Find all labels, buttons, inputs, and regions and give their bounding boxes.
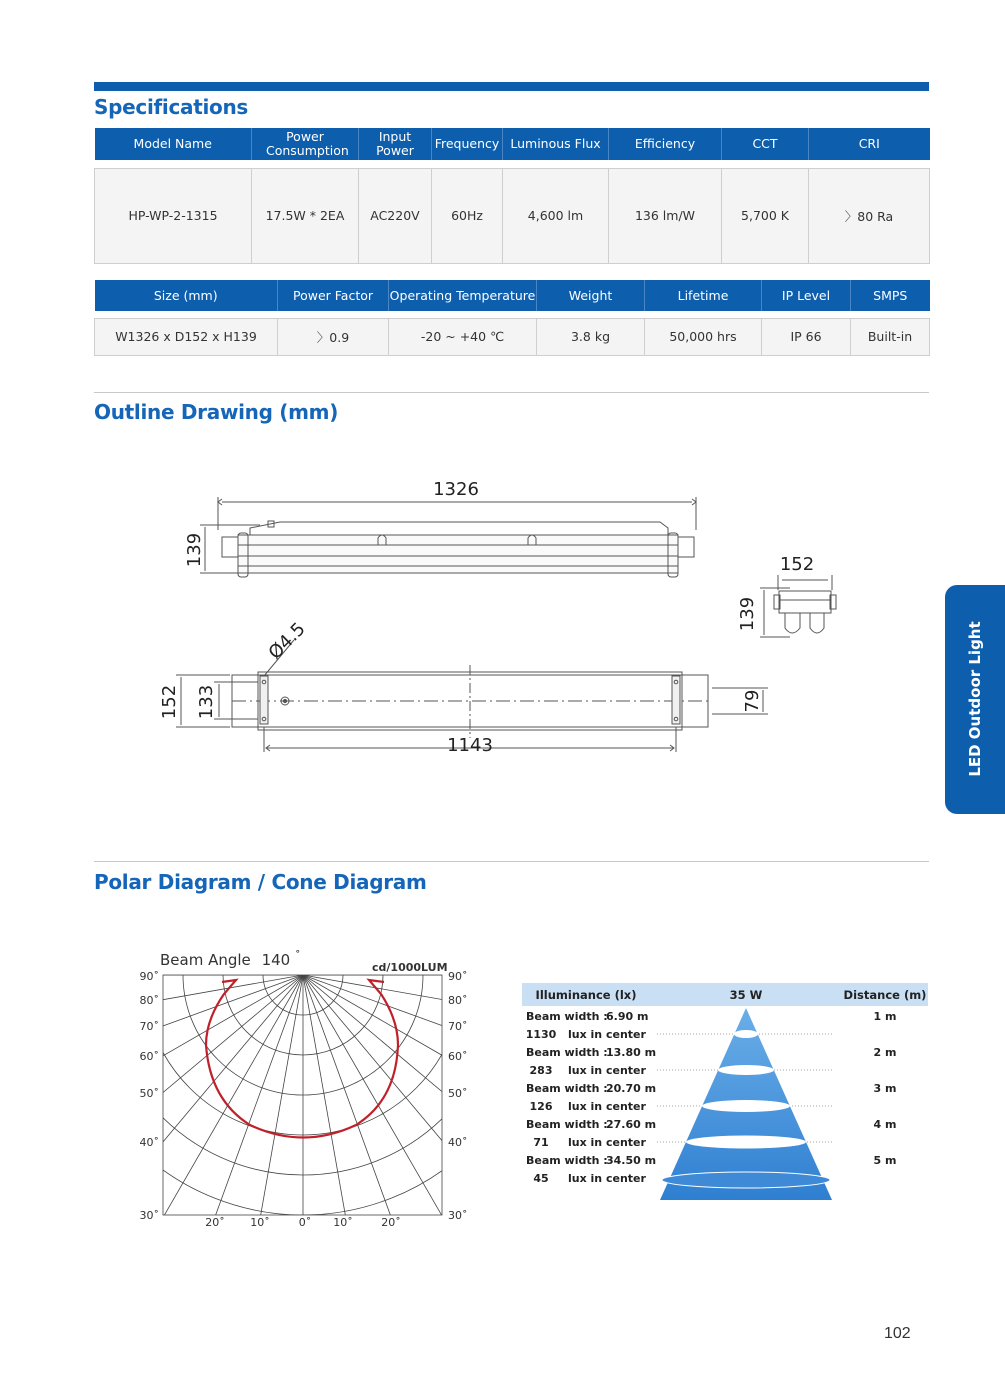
beam-width-value: 34.50 m <box>606 1154 657 1167</box>
dim-height-side: 139 <box>184 532 205 568</box>
polar-diagram <box>135 945 475 1235</box>
dim-height-end: 139 <box>737 596 758 632</box>
dim-width-inner: 133 <box>196 684 217 720</box>
cone-header-power: 35 W <box>729 988 763 1002</box>
outline-title: Outline Drawing (mm) <box>94 400 339 424</box>
polar-ray <box>303 975 440 1351</box>
beam-width-label: Beam width : <box>526 1046 608 1059</box>
cell-weight: 3.8 kg <box>537 318 645 355</box>
lux-label: lux in center <box>568 1064 646 1077</box>
header-power-factor: Power Factor <box>278 280 389 311</box>
polar-ray <box>0 975 303 1232</box>
header-model-name: Model Name <box>95 128 252 160</box>
lux-label: lux in center <box>568 1172 646 1185</box>
dim-hole: Ø4.5 <box>264 618 310 664</box>
header-frequency: Frequency <box>432 128 503 160</box>
left-angle-80: 80˚ <box>139 994 159 1007</box>
divider-1 <box>94 392 929 393</box>
dim-length: 1326 <box>433 479 479 500</box>
distance-value: 1 m <box>873 1010 897 1023</box>
beam-width-value: 27.60 m <box>606 1118 657 1131</box>
header-weight: Weight <box>537 280 645 311</box>
lux-value: 283 <box>529 1064 553 1077</box>
lux-label: lux in center <box>568 1028 646 1041</box>
bottom-angle-10-right: 10˚ <box>333 1216 353 1229</box>
header-efficiency: Efficiency <box>609 128 722 160</box>
beam-width-label: Beam width : <box>526 1154 608 1167</box>
side-tab-label: LED Outdoor Light <box>966 621 984 777</box>
left-angle-50: 50˚ <box>139 1087 159 1100</box>
header-operating-temperature: Operating Temperature <box>389 280 537 311</box>
distance-value: 4 m <box>873 1118 897 1131</box>
dim-depth: 152 <box>779 554 815 575</box>
beam-width-value: 6.90 m <box>606 1010 649 1023</box>
cell-luminous-flux: 4,600 lm <box>503 168 609 263</box>
dim-mount: 79 <box>742 689 763 713</box>
lux-value: 126 <box>529 1100 553 1113</box>
cell-ip-level: IP 66 <box>762 318 851 355</box>
cell-cri: 〉80 Ra <box>809 168 930 263</box>
distance-value: 5 m <box>873 1154 897 1167</box>
cone-diagram <box>520 980 932 1205</box>
beam-angle-degree: ˚ <box>294 949 301 962</box>
beam-width-value: 13.80 m <box>606 1046 657 1059</box>
cell-operating-temperature: -20 ~ +40 ℃ <box>389 318 537 355</box>
dim-spacing: 1143 <box>447 735 493 756</box>
spec-table-1 <box>94 128 930 264</box>
beam-angle-label: Beam Angle <box>160 951 251 969</box>
right-angle-70: 70˚ <box>448 1020 468 1033</box>
right-angle-40: 40˚ <box>448 1136 468 1149</box>
header-cri: CRI <box>809 128 930 160</box>
header-lifetime: Lifetime <box>645 280 762 311</box>
cone-header-distance: Distance (m) <box>843 988 927 1002</box>
right-angle-80: 80˚ <box>448 994 468 1007</box>
cell-smps: Built-in <box>851 318 930 355</box>
cell-model-name: HP-WP-2-1315 <box>95 168 252 263</box>
bottom-angle-0: 0˚ <box>298 1216 312 1229</box>
polar-ray <box>0 975 303 1044</box>
right-angle-90: 90˚ <box>448 970 468 983</box>
side-tab <box>945 585 1005 814</box>
polar-title: Polar Diagram / Cone Diagram <box>94 870 427 894</box>
cell-size: W1326 x D152 x H139 <box>95 318 278 355</box>
cone-header-illuminance: Illuminance (lx) <box>535 988 637 1002</box>
lux-label: lux in center <box>568 1136 646 1149</box>
header-input-power: Input Power <box>359 128 432 160</box>
beam-width-label: Beam width : <box>526 1010 608 1023</box>
left-angle-70: 70˚ <box>139 1020 159 1033</box>
lux-value: 45 <box>533 1172 549 1185</box>
distance-value: 2 m <box>873 1046 897 1059</box>
left-angle-90: 90˚ <box>139 970 159 983</box>
left-angle-30: 30˚ <box>139 1209 159 1222</box>
polar-ray <box>46 975 303 1281</box>
spec-table-2 <box>94 280 930 356</box>
header-ip-level: IP Level <box>762 280 851 311</box>
polar-ray <box>166 975 303 1351</box>
polar-ray <box>303 975 372 1369</box>
header-power-consumption: Power Consumption <box>252 128 359 160</box>
outline-drawing <box>150 470 815 770</box>
cell-efficiency: 136 lm/W <box>609 168 722 263</box>
polar-ray <box>303 975 503 1321</box>
header-size: Size (mm) <box>95 280 278 311</box>
top-accent-bar <box>94 82 929 91</box>
lux-value: 71 <box>533 1136 549 1149</box>
polar-curve <box>206 980 398 1138</box>
left-angle-40: 40˚ <box>139 1136 159 1149</box>
cell-power-factor: 〉0.9 <box>278 318 389 355</box>
lux-label: lux in center <box>568 1100 646 1113</box>
dim-width-outer: 152 <box>159 684 180 720</box>
divider-2 <box>94 861 929 862</box>
cell-input-power: AC220V <box>359 168 432 263</box>
polar-unit: cd/1000LUM <box>372 961 448 974</box>
beam-width-value: 20.70 m <box>606 1082 657 1095</box>
right-angle-50: 50˚ <box>448 1087 468 1100</box>
specifications-title: Specifications <box>94 95 249 119</box>
polar-ray <box>234 975 303 1369</box>
svg-text:Beam Angle 140 ˚ <box>160 949 300 969</box>
header-cct: CCT <box>722 128 809 160</box>
bottom-angle-20-left: 20˚ <box>205 1216 225 1229</box>
right-angle-30: 30˚ <box>448 1209 468 1222</box>
lux-value: 1130 <box>525 1028 557 1041</box>
beam-angle-value: 140 <box>261 951 291 969</box>
bottom-angle-10-left: 10˚ <box>250 1216 270 1229</box>
beam-width-label: Beam width : <box>526 1082 608 1095</box>
cell-lifetime: 50,000 hrs <box>645 318 762 355</box>
beam-width-label: Beam width : <box>526 1118 608 1131</box>
bottom-angle-20-right: 20˚ <box>381 1216 401 1229</box>
cell-frequency: 60Hz <box>432 168 503 263</box>
cell-cct: 5,700 K <box>722 168 809 263</box>
header-luminous-flux: Luminous Flux <box>503 128 609 160</box>
header-smps: SMPS <box>851 280 930 311</box>
right-angle-60: 60˚ <box>448 1050 468 1063</box>
left-angle-60: 60˚ <box>139 1050 159 1063</box>
page-number: 102 <box>884 1325 911 1342</box>
cell-power-consumption: 17.5W * 2EA <box>252 168 359 263</box>
distance-value: 3 m <box>873 1082 897 1095</box>
polar-ray <box>103 975 303 1321</box>
